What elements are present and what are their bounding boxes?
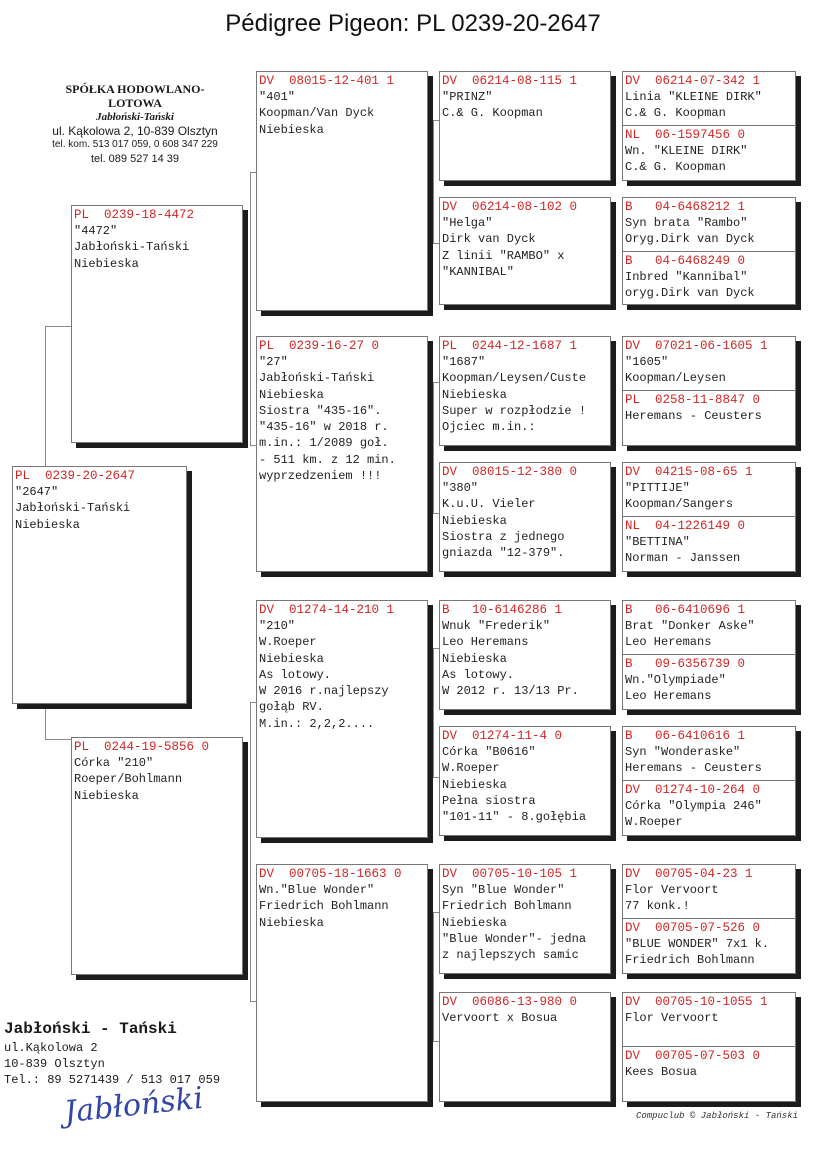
pigeon-info-line: Z linii "RAMBO" x [442,248,565,263]
pigeon-card-gen2-2[interactable] [256,336,428,572]
pigeon-info-line: wyprzedzeniem !!! [259,469,382,484]
company-owners: Jabłoński-Tański [96,111,174,123]
pigeon-name: "2647" [15,485,59,499]
pigeon-info-line: Niebieska [442,651,507,666]
copyright-note: Compuclub © Jabłoński - Tański [635,1111,798,1121]
pigeon-info-line: W.Roeper [259,635,317,650]
breeder-city: 10-839 Olsztyn [4,1057,105,1071]
ring-number: B 06-6410616 1 [625,729,746,743]
pigeon-breeder: Roeper/Bohlmann [74,772,183,787]
pigeon-info-line: Friedrich Bohlmann [442,899,572,914]
breeder-contact [4,1018,220,1088]
pigeon-info-line: "Blue Wonder"- jedna [442,931,587,946]
pigeon-info-line: "101-11" - 8.gołębia [442,810,587,825]
pigeon-card-gen3-8[interactable] [439,992,611,1102]
ring-number: PL 0244-12-1687 1 [442,339,578,353]
pigeon-info-line: W 2012 r. 13/13 Pr. [442,684,579,699]
pigeon-info-line: W.Roeper [625,815,683,830]
company-name: SPÓŁKA HODOWLANO-LOTOWA [65,82,205,110]
pigeon-card-gen4-pair-6[interactable] [622,726,796,836]
ring-number: B 04-6468249 0 [625,254,746,268]
ring-number: DV 08015-12-380 0 [442,465,578,479]
pigeon-info-line: C.& G. Koopman [625,160,726,175]
pigeon-info-line: Niebieska [259,122,324,137]
ring-number: PL 0244-19-5856 0 [74,740,210,754]
ring-number: PL 0239-20-2647 [15,469,136,483]
ring-number: PL 0258-11-8847 0 [625,393,761,407]
ring-number: DV 04215-08-65 1 [625,465,753,479]
pigeon-info-line: 77 konk.! [625,899,690,914]
ring-number: DV 06086-13-980 0 [442,995,578,1009]
pigeon-info-line: Leo Heremans [625,689,712,704]
pigeon-card-gen2-4[interactable] [256,864,428,1102]
pigeon-info-line: Friedrich Bohlmann [259,899,389,914]
pigeon-info-line: "210" [259,619,296,633]
pigeon-card-gen4-pair-3[interactable] [622,336,796,446]
pigeon-info-line: Vervoort x Bosua [442,1011,558,1025]
pigeon-info-line: Oryg.Dirk van Dyck [625,232,755,247]
breeder-street: ul.Kąkolowa 2 [4,1041,98,1055]
pigeon-info-line: Friedrich Bohlmann [625,953,755,968]
pigeon-info-line: "380" [442,481,479,495]
ring-number: DV 00705-10-1055 1 [625,995,768,1009]
pigeon-card-gen4-pair-1[interactable] [622,71,796,181]
pigeon-info-line: Niebieska [259,387,324,402]
ring-number: NL 04-1226149 0 [625,519,746,533]
pigeon-info-line: Syn "Wonderaske" [625,745,741,759]
pigeon-info-line: Flor Vervoort [625,883,719,897]
ring-number: DV 06214-08-102 0 [442,200,578,214]
pigeon-info-line: "PITTIJE" [625,481,690,495]
pigeon-info-line: Niebieska [442,513,507,528]
pigeon-info-line: Koopman/Leysen/Custe [442,371,587,386]
pigeon-info-line: Wn. "KLEINE DIRK" [625,144,748,158]
pigeon-name: "4472" [74,224,118,238]
ring-number: NL 06-1597456 0 [625,128,746,142]
pigeon-info-line: Brat "Donker Aske" [625,619,755,633]
pigeon-info-line: gołąb RV. [259,700,324,715]
ring-number: DV 00705-07-503 0 [625,1049,761,1063]
company-address: ul. Kąkolowa 2, 10-839 Olsztyn [52,124,218,138]
pigeon-color: Niebieska [74,256,139,271]
ring-number: DV 00705-04-23 1 [625,867,753,881]
pigeon-info-line: "Helga" [442,216,493,230]
pigeon-card-gen3-7[interactable] [439,864,611,974]
pigeon-info-line: W 2016 r.najlepszy [259,684,389,699]
pigeon-info-line: Heremans - Ceusters [625,409,762,423]
pigeon-info-line: M.in.: 2,2,2.... [259,716,375,731]
pigeon-info-line: "BLUE WONDER" 7x1 k. [625,937,770,951]
pigeon-info-line: m.in.: 1/2089 goł. [259,436,389,451]
pigeon-card-dam[interactable] [71,737,243,975]
pigeon-card-gen4-pair-7[interactable] [622,864,796,974]
pigeon-info-line: "1687" [442,355,486,369]
pigeon-info-line: oryg.Dirk van Dyck [625,286,755,301]
pigeon-info-line: Heremans - Ceusters [625,761,762,776]
ring-number: DV 08015-12-401 1 [259,74,395,88]
pigeon-info-line: Siostra "435-16". [259,403,382,418]
pigeon-info-line: "435-16" w 2018 r. [259,420,389,435]
pigeon-info-line: Linia "KLEINE DIRK" [625,90,762,104]
pigeon-info-line: Flor Vervoort [625,1011,719,1025]
pigeon-info-line: Córka "B0616" [442,745,536,759]
pigeon-info-line: Dirk van Dyck [442,232,536,247]
pigeon-info-line: Ojciec m.in.: [442,420,536,435]
ring-number: B 04-6468212 1 [625,200,746,214]
pigeon-name: Córka "210" [74,756,154,770]
pigeon-breeder: Jabłoński-Tański [15,501,131,516]
pigeon-info-line: "PRINZ" [442,90,493,104]
pigeon-info-line: Koopman/Leysen [625,371,726,386]
pigeon-info-line: Wn."Blue Wonder" [259,883,375,897]
pigeon-info-line: gniazda "12-379". [442,546,565,561]
pigeon-info-line: Syn brata "Rambo" [625,216,748,230]
pigeon-info-line: "1605" [625,355,669,369]
pigeon-info-line: Wnuk "Frederik" [442,619,551,633]
company-header [40,82,230,166]
pigeon-info-line: Super w rozpłodzie ! [442,403,587,418]
pigeon-card-gen2-1[interactable] [256,71,428,311]
pigeon-color: Niebieska [74,788,139,803]
pigeon-info-line: Niebieska [442,387,507,402]
pigeon-info-line: Niebieska [442,915,507,930]
pigeon-info-line: Koopman/Van Dyck [259,106,375,121]
breeder-name: Jabłoński - Tański [4,1020,177,1038]
pigeon-info-line: C.& G. Koopman [442,106,543,121]
pigeon-card-gen3-2[interactable] [439,197,611,305]
ring-number: DV 00705-10-105 1 [442,867,578,881]
ring-number: B 06-6410696 1 [625,603,746,617]
pigeon-card-gen3-3[interactable] [439,336,611,446]
pigeon-color: Niebieska [15,517,80,532]
ring-number: DV 06214-08-115 1 [442,74,578,88]
pigeon-info-line: "KANNIBAL" [442,264,515,279]
pigeon-info-line: K.u.U. Vieler [442,497,536,512]
ring-number: B 10-6146286 1 [442,603,563,617]
pigeon-info-line: Siostra z jednego [442,529,565,544]
pigeon-card-gen2-3[interactable] [256,600,428,838]
pigeon-info-line: Wn."Olympiade" [625,673,726,687]
pigeon-info-line: Leo Heremans [442,635,529,650]
pigeon-card-sire[interactable] [71,205,243,443]
ring-number: DV 06214-07-342 1 [625,74,761,88]
pigeon-info-line: Niebieska [442,777,507,792]
ring-number: B 09-6356739 0 [625,657,746,671]
pigeon-card-gen4-pair-4[interactable] [622,462,796,572]
pigeon-info-line: Syn "Blue Wonder" [442,883,565,897]
pigeon-info-line: Kees Bosua [625,1065,698,1079]
pigeon-info-line: Leo Heremans [625,635,712,650]
company-phone: tel. 089 527 14 39 [90,153,180,165]
pigeon-info-line: Inbred "Kannibal" [625,270,748,284]
pigeon-info-line: - 511 km. z 12 min. [259,452,396,467]
pigeon-card-gen3-4[interactable] [439,462,611,572]
pigeon-card-gen3-5[interactable] [439,600,611,710]
ring-number: DV 01274-11-4 0 [442,729,563,743]
pigeon-info-line: z najlepszych samic [442,948,579,963]
pigeon-info-line: Jabłoński-Tański [259,371,375,386]
pigeon-info-line: Niebieska [259,651,324,666]
handwritten-signature: Jabłoński [62,1080,205,1131]
pigeon-card-gen4-pair-5[interactable] [622,600,796,710]
pigeon-info-line: As lotowy. [442,667,515,682]
pigeon-info-line: Niebieska [259,915,324,930]
pigeon-info-line: Pełna siostra [442,793,536,808]
pigeon-info-line: Córka "Olympia 246" [625,799,762,813]
breeder-phone: Tel.: 89 5271439 / 513 017 059 [4,1073,221,1087]
pigeon-info-line: "27" [259,355,288,369]
pigeon-card-gen4-pair-2[interactable] [622,197,796,305]
pigeon-breeder: Jabłoński-Tański [74,240,190,255]
pigeon-info-line: Koopman/Sangers [625,497,734,512]
ring-number: DV 00705-18-1663 0 [259,867,402,881]
pigeon-info-line: Norman - Janssen [625,551,741,566]
pigeon-info-line: C.& G. Koopman [625,106,726,121]
page-title: Pédigree Pigeon: PL 0239-20-2647 [225,10,601,37]
pigeon-info-line: "401" [259,90,296,104]
company-mobile: tel. kom. 513 017 059, 0 608 347 229 [52,139,218,150]
pigeon-card-gen4-pair-8[interactable] [622,992,796,1102]
ring-number: PL 0239-16-27 0 [259,339,380,353]
ring-number: DV 01274-10-264 0 [625,783,761,797]
pigeon-info-line: As lotowy. [259,667,332,682]
pigeon-info-line: W.Roeper [442,761,500,776]
pigeon-card-gen3-1[interactable] [439,71,611,181]
ring-number: DV 07021-06-1605 1 [625,339,768,353]
ring-number: DV 00705-07-526 0 [625,921,761,935]
pigeon-card-subject[interactable] [12,466,187,704]
pigeon-info-line: "BETTINA" [625,535,690,549]
ring-number: PL 0239-18-4472 [74,208,195,222]
pigeon-card-gen3-6[interactable] [439,726,611,836]
ring-number: DV 01274-14-210 1 [259,603,395,617]
